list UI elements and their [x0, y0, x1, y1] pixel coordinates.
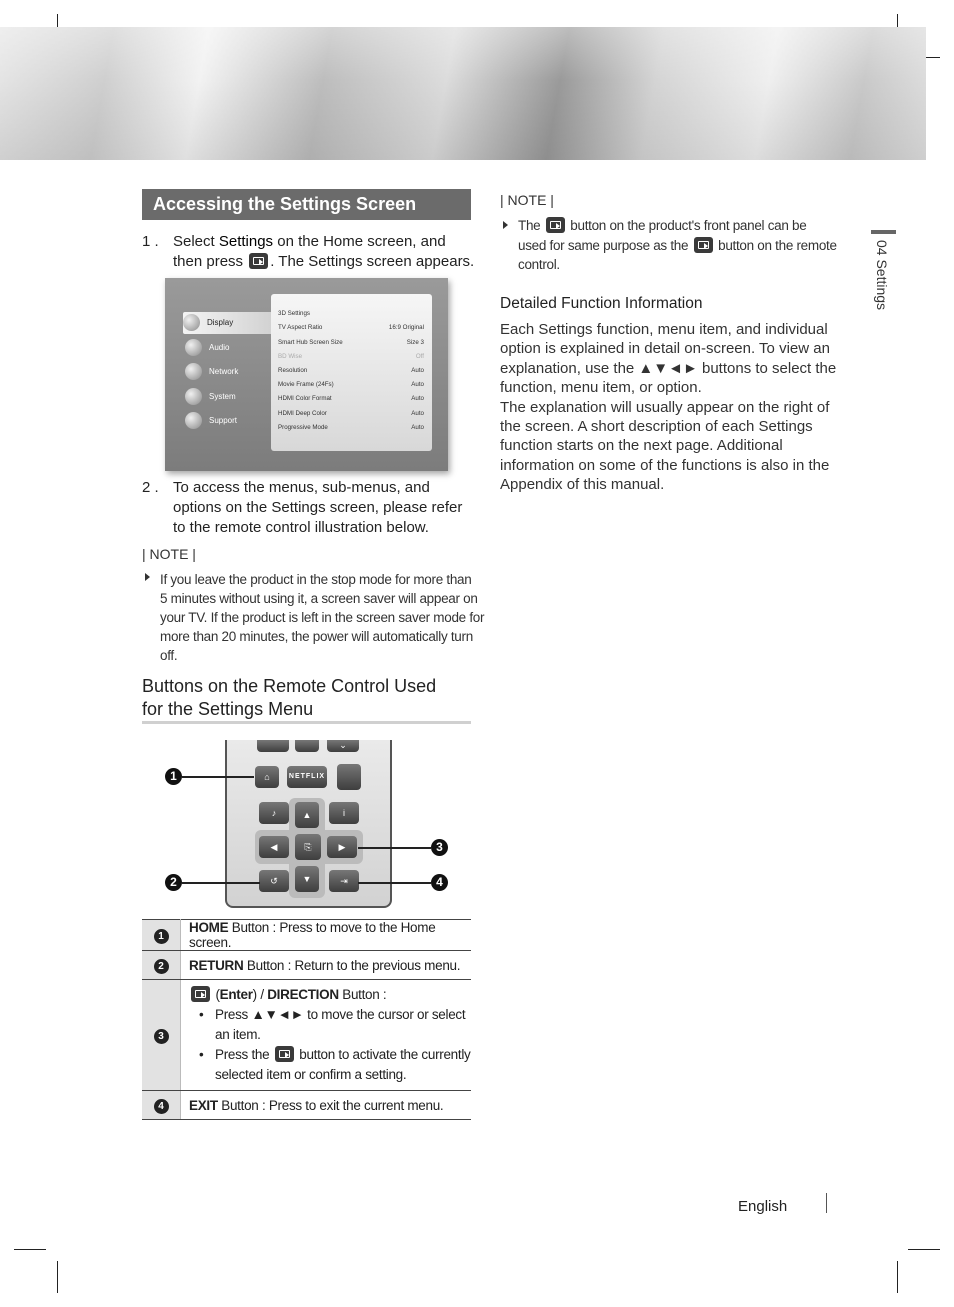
note-title: | NOTE | — [500, 192, 554, 208]
table-row — [142, 951, 471, 980]
chevron-down-icon: ⌄ — [339, 740, 347, 750]
step-text-line: to the remote control illustration below. — [173, 519, 429, 536]
callout-1: 1 — [165, 768, 182, 785]
button-name: EXIT — [189, 1097, 218, 1113]
enter-button — [295, 834, 321, 860]
note-line: off. — [160, 648, 178, 663]
enter-icon — [694, 237, 713, 253]
exit-icon: ⇥ — [340, 876, 348, 886]
bullet-arrow-icon — [503, 221, 508, 229]
exit-button — [329, 870, 359, 892]
settings-row-value: Auto — [411, 395, 424, 402]
display-icon — [183, 314, 200, 331]
enter-icon — [275, 1046, 294, 1062]
note-text-part: The — [518, 218, 544, 233]
button-table — [142, 919, 471, 1120]
step-number: 2 . — [142, 479, 159, 496]
settings-row-value: 16:9 Original — [388, 324, 424, 331]
note-text-part: button on the remote — [714, 237, 837, 253]
settings-row — [278, 365, 424, 377]
table-cell-number — [142, 920, 181, 951]
remote-heading — [142, 675, 436, 721]
note-text-part: control. — [518, 257, 560, 272]
section-title: Accessing the Settings Screen — [142, 189, 471, 220]
settings-row — [278, 393, 424, 405]
menu-label: Display — [207, 318, 234, 327]
menu-label: System — [209, 392, 236, 401]
crop-mark — [897, 1261, 898, 1293]
callout-line — [358, 847, 431, 849]
table-cell-text — [181, 980, 472, 1091]
remote-button — [337, 764, 361, 790]
settings-row-label: TV Aspect Ratio — [278, 324, 323, 331]
button-name: DIRECTION — [267, 987, 339, 1002]
step-text — [173, 478, 462, 538]
enter-direction-heading — [189, 985, 471, 1005]
home-button — [255, 766, 279, 788]
header-banner — [0, 27, 926, 160]
menu-label: Audio — [209, 343, 230, 352]
callout-3: 3 — [431, 839, 448, 856]
table-cell-number — [142, 951, 181, 980]
settings-row — [278, 422, 424, 434]
bullet-text: button to activate the currently — [295, 1047, 471, 1062]
paragraph-line: function, menu item, or option. — [500, 379, 702, 397]
settings-row — [278, 379, 424, 391]
heading-line: for the Settings Menu — [142, 699, 314, 719]
step-text-keyword: Settings — [218, 233, 274, 250]
footer-language: English — [738, 1198, 788, 1215]
table-cell-text — [181, 1091, 472, 1120]
paragraph-line: Each Settings function, menu item, and individual — [500, 321, 828, 338]
bullet-item — [189, 1005, 471, 1045]
heading-underline — [142, 721, 471, 724]
step-text-part: . The Settings screen appears. — [270, 253, 475, 270]
paragraph-line: The explanation will usually appear on the right of — [500, 398, 830, 416]
menu-item-display — [183, 312, 279, 334]
tools-button — [259, 802, 289, 824]
settings-row — [278, 408, 424, 420]
row-number-badge: 1 — [154, 929, 169, 944]
table-cell-text — [181, 920, 472, 951]
remote-top-button — [295, 740, 319, 752]
home-icon: ⌂ — [264, 772, 270, 782]
enter-icon: ⎘ — [304, 842, 312, 852]
system-icon — [185, 388, 202, 405]
detail-heading: Detailed Function Information — [500, 295, 703, 312]
bullet-dot: • — [199, 1047, 204, 1062]
settings-row-label: Movie Frame (24Fs) — [278, 381, 334, 388]
row-number-badge: 4 — [154, 1099, 169, 1114]
button-description: Button : Press to exit the current menu. — [217, 1097, 444, 1113]
bullet-text: selected item or confirm a setting. — [215, 1067, 407, 1082]
note-title: | NOTE | — [142, 546, 196, 562]
bullet-text: an item. — [215, 1027, 261, 1042]
settings-row-value: Auto — [411, 381, 424, 388]
button-name: RETURN — [189, 957, 244, 973]
enter-icon — [249, 253, 268, 269]
table-cell-number — [142, 1091, 181, 1120]
row-number-badge: 2 — [154, 959, 169, 974]
button-name: Enter — [219, 987, 253, 1002]
remote-top-button — [257, 740, 289, 752]
settings-row-value: Size 3 — [406, 339, 424, 346]
settings-row-value: Auto — [411, 410, 424, 417]
paragraph-line: information on some of the functions is also in the — [500, 456, 830, 474]
menu-label: Network — [209, 367, 239, 376]
footer-divider — [826, 1193, 827, 1213]
return-icon: ↺ — [270, 876, 278, 886]
down-button — [295, 866, 319, 892]
row-number-badge: 3 — [154, 1029, 169, 1044]
chapter-tab-marker — [871, 230, 896, 234]
table-cell-number — [142, 980, 181, 1091]
table-row — [142, 980, 471, 1091]
settings-row-label: Resolution — [278, 367, 308, 374]
step-text-line: To access the menus, sub-menus, and — [173, 479, 430, 496]
table-row — [142, 1091, 471, 1120]
paragraph-line: option is explained in detail on-screen. To view an — [500, 340, 830, 358]
callout-line — [182, 776, 254, 778]
tools-icon: ♪ — [271, 808, 277, 818]
note-line: If you leave the product in the stop mode for more than — [160, 572, 472, 587]
note-text — [160, 570, 485, 665]
info-icon: i — [343, 808, 345, 818]
step-text — [173, 232, 474, 272]
table-row — [142, 920, 471, 951]
step-text-part: on the Home screen, and — [273, 233, 446, 250]
settings-row — [278, 351, 424, 363]
settings-row-label: BD Wise — [278, 353, 303, 360]
step-text-part: then press — [173, 253, 248, 270]
settings-row-label: HDMI Deep Color — [278, 410, 327, 417]
right-button — [327, 836, 357, 858]
step-number: 1 . — [142, 233, 159, 250]
heading-line: Buttons on the Remote Control Used — [142, 676, 437, 696]
settings-row-label: HDMI Color Format — [278, 395, 332, 402]
left-button — [259, 836, 289, 858]
netflix-button — [287, 766, 327, 788]
bullet-dot: • — [199, 1007, 204, 1022]
arrow-down-icon: ▼ — [302, 874, 312, 884]
paragraph-line: explanation, use the ▲▼◄► buttons to select the — [500, 359, 837, 377]
paragraph-line: function starts on the next page. Additional — [500, 437, 783, 455]
settings-row — [278, 337, 424, 349]
table-cell-text — [181, 951, 472, 980]
bullet-arrow-icon — [145, 573, 150, 581]
settings-left-menu — [181, 300, 275, 440]
text-part: ) / — [252, 987, 268, 1002]
crop-mark — [14, 1249, 46, 1250]
settings-row-label: Smart Hub Screen Size — [278, 339, 343, 346]
note-line: your TV. If the product is left in the screen saver mode for — [160, 610, 485, 625]
bullet-item — [189, 1045, 471, 1085]
crop-mark — [57, 1261, 58, 1293]
remote-top-button — [327, 740, 359, 752]
audio-icon — [185, 339, 202, 356]
note-text — [518, 216, 848, 275]
settings-row — [278, 308, 424, 320]
network-icon — [185, 363, 202, 380]
menu-label: Support — [209, 416, 238, 425]
arrow-up-icon: ▲ — [302, 810, 312, 820]
enter-icon — [191, 986, 210, 1002]
detail-paragraph — [500, 320, 845, 495]
crop-mark — [908, 1249, 940, 1250]
note-line: more than 20 minutes, the power will automatically turn — [160, 629, 473, 644]
bullet-text: Press ▲▼◄► to move the cursor or select — [215, 1007, 466, 1022]
step-2 — [142, 478, 482, 540]
return-button — [259, 870, 289, 892]
button-description: Button : Press to move to the Home screen. — [189, 920, 436, 950]
settings-panel — [271, 294, 432, 451]
callout-4: 4 — [431, 874, 448, 891]
step-text-part: Select — [173, 233, 219, 250]
note-text-part: used for same purpose as the — [518, 237, 692, 253]
callout-line — [358, 882, 431, 884]
paragraph-line: Appendix of this manual. — [500, 476, 665, 494]
arrow-right-icon: ▶ — [338, 842, 346, 852]
settings-row-value: Auto — [411, 367, 424, 374]
settings-screen-image — [165, 278, 448, 471]
up-button — [295, 802, 319, 828]
button-description: Button : Return to the previous menu. — [243, 957, 461, 973]
chapter-label: 04 Settings — [874, 240, 890, 311]
text-part: ( — [212, 987, 220, 1002]
netflix-label: NETFLIX — [288, 773, 326, 780]
button-name: HOME — [189, 920, 229, 935]
note-text-part: button on the product's front panel can be — [566, 218, 807, 233]
note-line: 5 minutes without using it, a screen saver will appear on — [160, 591, 478, 606]
info-button — [329, 802, 359, 824]
settings-row-label: 3D Settings — [278, 310, 310, 317]
arrow-left-icon: ◀ — [270, 842, 278, 852]
callout-line — [182, 882, 260, 884]
enter-icon — [546, 217, 565, 233]
callout-2: 2 — [165, 874, 182, 891]
settings-row — [278, 322, 424, 334]
text-part: Button : — [338, 987, 387, 1002]
step-1 — [142, 232, 482, 274]
paragraph-line: the screen. A short description of each Settings — [500, 418, 813, 436]
settings-row-value: Auto — [411, 424, 424, 431]
settings-row-value: Off — [415, 353, 424, 360]
bullet-text: Press the — [215, 1047, 273, 1062]
step-text-line: options on the Settings screen, please refer — [173, 499, 463, 516]
support-icon — [185, 412, 202, 429]
settings-row-label: Progressive Mode — [278, 424, 328, 431]
